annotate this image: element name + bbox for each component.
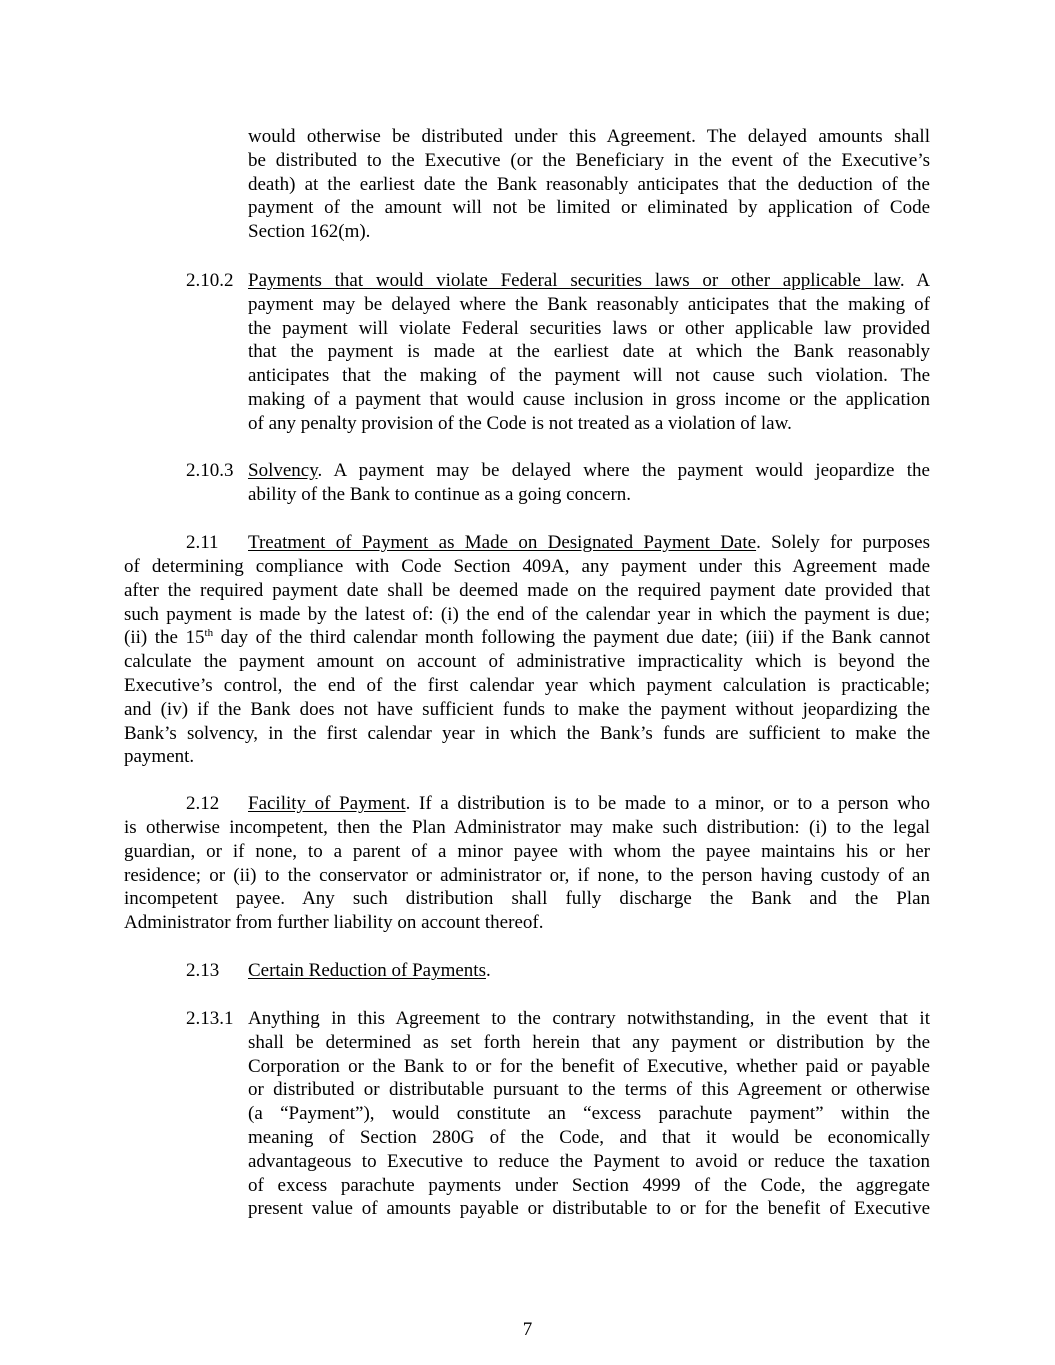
text-line: (a “Payment”), would constitute an “excess parachute payment” within the	[248, 1103, 930, 1125]
text-line: Bank’s solvency, in the first calendar year in which the Bank’s funds are sufficient to make the	[124, 722, 930, 744]
text-line: calculate the payment amount on account of administrative impracticality which is beyond the	[124, 651, 930, 673]
section-heading: Facility of Payment	[248, 793, 406, 814]
text-line: that the payment is made at the earliest date at which the Bank reasonably	[248, 341, 930, 363]
superscript: th	[204, 627, 214, 640]
section-number-2-11: 2.11	[186, 532, 219, 553]
text-line: Administrator from further liability on account thereof.	[124, 912, 544, 934]
page-number: 7	[522, 1319, 533, 1340]
section-heading-line	[248, 459, 930, 483]
text-line: death) at the earliest date the Bank reasonably anticipates that the deduction of the	[248, 173, 930, 195]
text-line: would otherwise be distributed under this Agreement. The delayed amounts shall	[248, 126, 930, 147]
heading-trailer: .	[485, 960, 491, 981]
section-2-11-body	[124, 555, 930, 769]
text-line: shall be determined as set forth herein that any payment or distribution by the	[248, 1031, 930, 1053]
heading-trailer: . A payment may be delayed where the payment would jeopardize the	[317, 460, 930, 481]
section-number-2-12: 2.12	[186, 793, 220, 814]
continuation-paragraph	[248, 125, 930, 244]
text-line: be distributed to the Executive (or the Beneficiary in the event of the Executive’s	[248, 149, 930, 171]
text-line: guardian, or if none, to a parent of a minor payee with whom the payee maintains his or her	[124, 840, 930, 862]
section-number-2-10-3: 2.10.3	[186, 460, 234, 481]
section-number-2-13: 2.13	[186, 960, 220, 981]
text-line: such payment is made by the latest of: (i) the end of the calendar year in which the payment is due;	[124, 603, 930, 625]
text-line: after the required payment date shall be deemed made on the required payment date provided that	[124, 579, 930, 601]
text-line: Section 162(m).	[248, 221, 371, 243]
section-heading: Solvency	[248, 460, 318, 481]
section-2-11-first-line	[248, 531, 930, 555]
text-line: of any penalty provision of the Code is not treated as a violation of law.	[248, 412, 792, 434]
section-heading-line	[248, 959, 930, 983]
heading-trailer: . If a distribution is to be made to a minor, or to a person who	[405, 793, 930, 814]
section-2-10-3	[248, 459, 930, 507]
text-line: or distributed or distributable pursuant to the terms of this Agreement or otherwise	[248, 1079, 930, 1101]
section-2-12-body	[124, 816, 930, 935]
text-line: Anything in this Agreement to the contrary notwithstanding, in the event that it	[248, 1008, 930, 1029]
text-line: present value of amounts payable or distributable to or for the benefit of Executive	[248, 1198, 930, 1220]
text-fragment: (ii) the 15	[124, 627, 205, 649]
text-line: is otherwise incompetent, then the Plan Administrator may make such distribution: (i) to the legal	[124, 817, 930, 838]
text-line: advantageous to Executive to reduce the Payment to avoid or reduce the taxation	[248, 1150, 930, 1172]
section-heading-line	[248, 792, 930, 816]
text-line: and (iv) if the Bank does not have sufficient funds to make the payment without jeopardizing the	[124, 698, 930, 720]
text-line: of determining compliance with Code Section 409A, any payment under this Agreement made	[124, 556, 930, 577]
heading-trailer: . A	[899, 270, 930, 291]
section-2-10-2	[248, 269, 930, 436]
text-line: meaning of Section 280G of the Code, and that it would be economically	[248, 1126, 930, 1148]
section-heading-line	[248, 531, 930, 555]
section-2-13	[248, 959, 930, 983]
heading-trailer: . Solely for purposes	[756, 532, 931, 553]
section-2-13-1	[248, 1007, 930, 1221]
section-2-12-first-line	[248, 792, 930, 816]
text-line: of excess parachute payments under Section 4999 of the Code, the aggregate	[248, 1174, 930, 1196]
text-line: payment may be delayed where the Bank reasonably anticipates that the making of	[248, 293, 930, 315]
text-fragment: day of the third calendar month following the payment due date; (iii) if the Bank cannot	[213, 627, 930, 649]
section-number-2-10-2: 2.10.2	[186, 270, 234, 291]
text-line	[124, 626, 930, 650]
text-line: ability of the Bank to continue as a going concern.	[248, 483, 632, 505]
text-line: anticipates that the making of the payment will not cause such violation. The	[248, 365, 930, 387]
text-line: incompetent payee. Any such distribution shall fully discharge the Bank and the Plan	[124, 888, 930, 910]
text-line: making of a payment that would cause inclusion in gross income or the application	[248, 388, 930, 410]
text-line: payment of the amount will not be limited or eliminated by application of Code	[248, 197, 930, 219]
section-heading: Payments that would violate Federal securities laws or other applicable law	[248, 270, 900, 291]
section-heading: Treatment of Payment as Made on Designated Payment Date	[248, 532, 757, 553]
text-line: Executive’s control, the end of the first calendar year which payment calculation is practicable;	[124, 674, 930, 696]
text-line: residence; or (ii) to the conservator or administrator or, if none, to the person having custody of an	[124, 864, 930, 886]
text-line: Corporation or the Bank to or for the benefit of Executive, whether paid or payable	[248, 1055, 930, 1077]
section-number-2-13-1: 2.13.1	[186, 1008, 234, 1029]
text-line: the payment will violate Federal securities laws or other applicable law provided	[248, 317, 930, 339]
section-heading-line	[248, 269, 930, 293]
section-heading: Certain Reduction of Payments	[248, 960, 486, 981]
text-line: payment.	[124, 746, 195, 768]
